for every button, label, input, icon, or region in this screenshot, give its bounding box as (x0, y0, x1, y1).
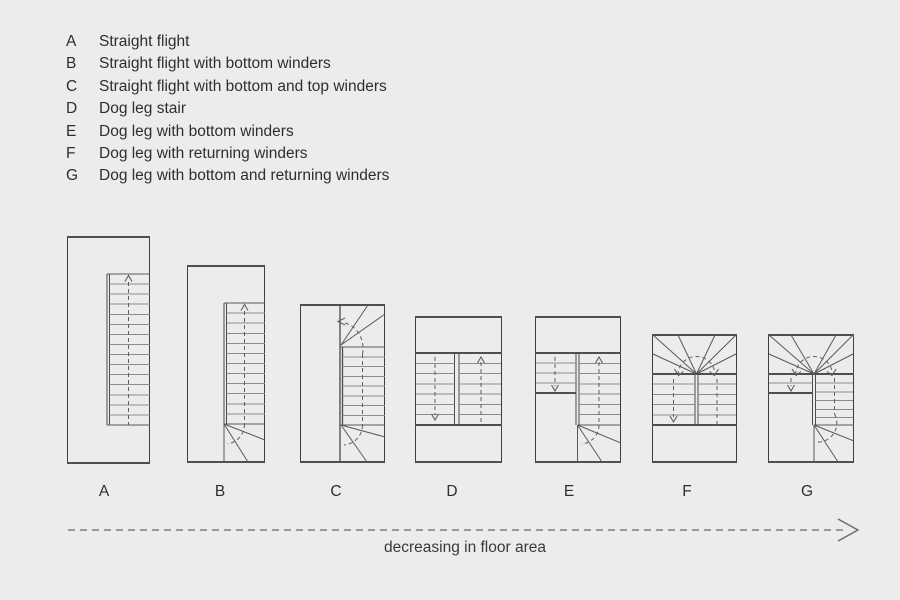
stair-plan-c (300, 304, 385, 463)
divider-wall (813, 374, 816, 462)
legend-key: F (66, 145, 76, 163)
top-winders (769, 335, 853, 374)
legend-key: C (66, 77, 78, 95)
divider-wall (455, 353, 460, 425)
axis-caption: decreasing in floor area (384, 539, 546, 556)
legend-key: A (66, 33, 77, 50)
top-winders (653, 335, 736, 374)
legend-key: D (66, 100, 78, 118)
treads (536, 363, 620, 415)
outline (768, 335, 854, 462)
legend-item (66, 76, 389, 98)
divider-wall (576, 353, 579, 462)
legend-label: Dog leg with bottom winders (99, 122, 294, 140)
plan-label-d: D (446, 483, 458, 500)
plan-label-a: A (98, 483, 110, 500)
legend (66, 31, 389, 188)
treads (769, 383, 853, 417)
top-winders (341, 305, 385, 345)
bottom-winders (341, 425, 385, 462)
legend-key: B (66, 55, 77, 73)
legend-item (66, 121, 389, 143)
up-arrow-icon (125, 276, 132, 282)
legend-item (66, 143, 389, 165)
legend-label: Dog leg with returning winders (99, 145, 308, 163)
plan-label-c: C (330, 483, 342, 500)
legend-item (66, 98, 389, 120)
legend-label: Dog leg stair (99, 100, 187, 118)
left-arrow-icon (338, 318, 345, 325)
bottom-winders (224, 424, 265, 462)
legend-item (66, 53, 389, 75)
u-turn-arc (796, 357, 833, 376)
stair-plan-b (187, 265, 265, 463)
walking-line (125, 276, 132, 426)
outline (67, 237, 150, 463)
legend-label: Straight flight with bottom and top winders (99, 77, 387, 95)
bottom-winders (578, 425, 622, 462)
stair-plan-a (67, 236, 150, 464)
walking-line (228, 305, 249, 445)
u-turn-arc (678, 357, 715, 376)
legend-item (66, 31, 389, 53)
legend-key: G (66, 167, 79, 185)
stair-plan-d (415, 316, 502, 463)
stair-plan-f (652, 334, 737, 463)
legend-key: E (66, 122, 77, 140)
bottom-winders (814, 425, 854, 462)
plan-label-e: E (563, 483, 575, 500)
divider-wall (695, 374, 698, 425)
stair-plan-e (535, 316, 621, 463)
stair-plan-g (768, 334, 854, 463)
plan-label-g: G (800, 483, 814, 500)
up-arrow-icon (241, 305, 248, 311)
plan-label-f: F (682, 483, 692, 500)
legend-label: Straight flight (99, 33, 190, 50)
legend-item (66, 165, 389, 187)
legend-label: Straight flight with bottom winders (99, 55, 331, 73)
legend-label: Dog leg with bottom and returning winders (99, 167, 390, 185)
plan-label-b: B (214, 483, 226, 500)
